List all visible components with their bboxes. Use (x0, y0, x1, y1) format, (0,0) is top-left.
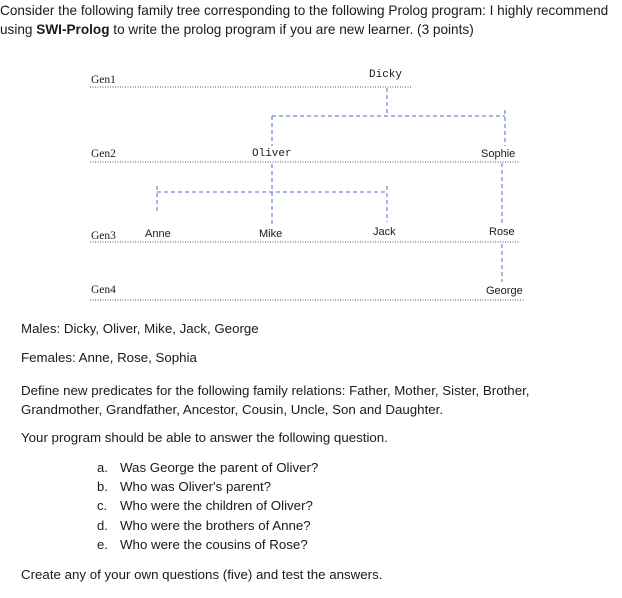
question-item: Who was Oliver's parent? (120, 479, 272, 494)
question-marker: a. (97, 460, 108, 475)
gen4-label: Gen4 (91, 284, 116, 296)
question-item: Was George the parent of Oliver? (120, 460, 319, 475)
define-paragraph: Define new predicates for the following family relations: Father, Mother, Sister, Brother, Grandmother, Grandfather, Ancestor, Cousin, Uncle, Son and Daughter. (21, 383, 530, 417)
person-oliver: Oliver (252, 148, 292, 160)
create-line: Create any of your own questions (five) and test the answers. (21, 567, 383, 582)
gen3-label: Gen3 (91, 230, 116, 242)
question-item: Who were the children of Oliver? (120, 498, 313, 513)
person-anne: Anne (145, 228, 171, 240)
gen2-label: Gen2 (91, 148, 116, 160)
gen1-label: Gen1 (91, 74, 116, 86)
person-jack: Jack (373, 226, 396, 238)
intro-bold: SWI-Prolog (36, 22, 110, 37)
question-marker: d. (97, 518, 108, 533)
person-dicky: Dicky (369, 69, 403, 81)
question-marker: b. (97, 479, 108, 494)
person-sophie: Sophie (481, 148, 516, 160)
person-george: George (486, 285, 523, 297)
question-item: Who were the cousins of Rose? (120, 537, 308, 552)
question-item: Who were the brothers of Anne? (120, 518, 311, 533)
question-marker: e. (97, 537, 108, 552)
answer-intro: Your program should be able to answer the following question. (21, 430, 388, 445)
intro-text-2: to write the prolog program if you are new learner. (3 points) (109, 22, 474, 37)
females-line: Females: Anne, Rose, Sophia (21, 350, 197, 365)
intro-text-1: Consider the following family tree corresponding to the following Prolog program: I highly recommend using (0, 3, 609, 37)
person-mike: Mike (259, 228, 283, 240)
males-line: Males: Dicky, Oliver, Mike, Jack, George (21, 321, 259, 336)
question-marker: c. (97, 498, 108, 513)
person-rose: Rose (489, 226, 515, 238)
